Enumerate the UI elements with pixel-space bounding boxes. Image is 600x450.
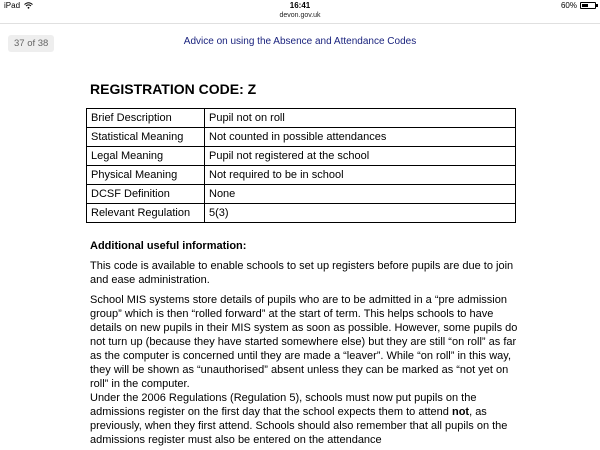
table-value: Pupil not on roll [205,109,516,128]
table-label: Statistical Meaning [87,128,205,147]
status-bar [0,0,600,12]
table-value: Pupil not registered at the school [205,147,516,166]
table-row [87,128,516,147]
paragraph-3-emphasis: not [451,406,470,418]
table-row [87,166,516,185]
document-header: Advice on using the Absence and Attendance Codes [183,36,417,47]
status-right [561,1,596,10]
status-time: 16:41 [289,1,311,10]
toolbar-divider [0,23,600,24]
page-indicator: 37 of 38 [8,35,54,52]
paragraph-2: School MIS systems store details of pupils who are to be admitted in a “pre admission group” which is then “rolled forward” at the start of term. This helps schools to have details on new pupils in their MIS system as soon as possible. However, some pupils do not turn up (because they have started somewhere else) but they are still “on roll” as far as the computer is concerned until they are made a “leaver”. While “on roll” in this way, they will be shown as “unauthorised” absent unless they can be marked as “not yet on roll” in the computer. [90,294,518,390]
table-label: Relevant Regulation [87,204,205,223]
paragraph-3-start: Under the 2006 Regulations (Regulation 5), schools must now put pupils on the admissions register on the first day that the school expects them to attend [90,392,477,418]
battery-icon [580,2,596,9]
table-row [87,147,516,166]
table-value: Not required to be in school [205,166,516,185]
table-label: DCSF Definition [87,185,205,204]
paragraph-3 [90,391,520,447]
table-value: 5(3) [205,204,516,223]
table-row [87,204,516,223]
table-value: Not counted in possible attendances [205,128,516,147]
battery-percent: 60% [560,1,577,10]
table-row [87,185,516,204]
device-label: iPad [4,1,21,10]
table-row [87,109,516,128]
table-value: None [205,185,516,204]
additional-info-heading: Additional useful information: [90,240,247,252]
registration-title: REGISTRATION CODE: Z [90,81,257,97]
paragraph-1: This code is available to enable schools to set up registers before pupils are due to join and ease administration. [90,260,514,286]
url-bar[interactable]: devon.gov.uk [279,12,321,19]
table-label: Physical Meaning [87,166,205,185]
table-label: Brief Description [87,109,205,128]
code-info-table [86,108,516,223]
battery-fill [582,4,588,7]
table-label: Legal Meaning [87,147,205,166]
paragraph-3-end: , as previously, when they first attend. Schools should also remember that all pupils on the admissions register must also be entered on the attendance [90,406,508,446]
